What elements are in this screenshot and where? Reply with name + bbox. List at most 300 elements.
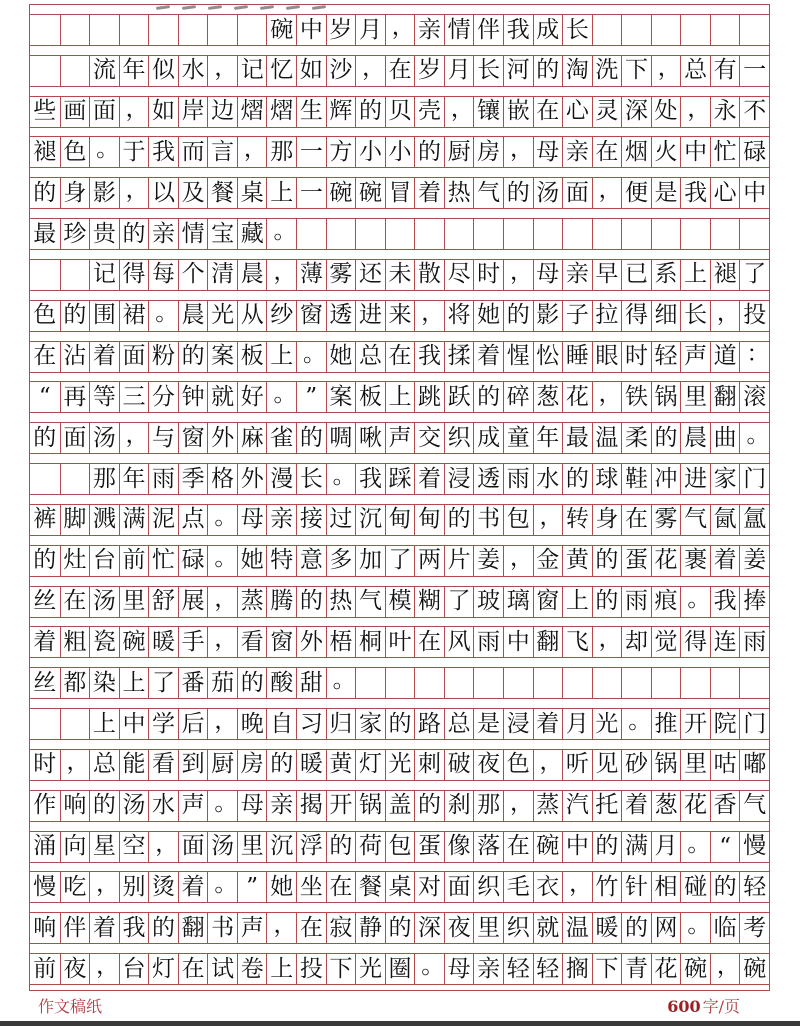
grid-cell: 粉 — [148, 342, 178, 372]
grid-cell: 中 — [739, 178, 769, 208]
grid-cell: 球 — [592, 464, 622, 494]
text-row — [30, 912, 769, 944]
grid-cell: 曲 — [710, 423, 740, 453]
grid-cell: 早 — [592, 260, 622, 290]
grid-cell: 的 — [33, 424, 57, 451]
grid-cell: 里 — [680, 750, 710, 780]
grid-cell: 就 — [207, 382, 237, 412]
grid-cell: 上 — [119, 668, 149, 698]
grid-cell: 面 — [119, 342, 149, 372]
grid-cell: 房 — [237, 750, 267, 780]
grid-cell: 寂 — [326, 913, 356, 943]
grid-cell: ， — [385, 15, 415, 45]
grid-cell: 水 — [148, 791, 178, 821]
grid-cell: 书 — [473, 505, 503, 535]
grid-cell: 于 — [119, 137, 149, 167]
grid-cell: 的 — [414, 137, 444, 167]
grid-cell: 投 — [296, 954, 326, 984]
grid-cell: 着 — [621, 791, 651, 821]
grid-cell: ， — [651, 56, 681, 86]
grid-cell — [651, 668, 681, 698]
grid-cell: 方 — [326, 137, 356, 167]
grid-cell: 生 — [296, 97, 326, 127]
grid-cell: 年 — [533, 423, 563, 453]
grid-cell — [414, 219, 444, 249]
grid-cell: 上 — [562, 587, 592, 617]
grid-cell: 身 — [592, 505, 622, 535]
grid-cell: 贵 — [89, 219, 119, 249]
grid-cell — [444, 219, 474, 249]
grid-cell: 声 — [385, 423, 415, 453]
grid-cell: 氤 — [710, 505, 740, 535]
grid-cell: 番 — [178, 668, 208, 698]
grid-cell: 着 — [473, 342, 503, 372]
grid-cell: 葱 — [651, 791, 681, 821]
text-row — [30, 831, 769, 863]
grid-cell: ， — [355, 56, 385, 86]
grid-cell: 褪 — [33, 138, 57, 165]
grid-cell: 的 — [503, 178, 533, 208]
grid-cell: 晚 — [237, 709, 267, 739]
grid-cell: 啾 — [355, 423, 385, 453]
grid-cell: 璃 — [503, 587, 533, 617]
grid-cell: ， — [592, 178, 622, 208]
grid-cell — [385, 219, 415, 249]
grid-cell: 嘟 — [739, 750, 769, 780]
grid-cell: 锅 — [355, 791, 385, 821]
grid-cell: 院 — [710, 709, 740, 739]
grid-cell: 响 — [60, 791, 90, 821]
grid-cell: 钟 — [178, 382, 208, 412]
grid-cell: 溅 — [89, 505, 119, 535]
grid-cell: 了 — [148, 668, 178, 698]
grid-cell — [355, 668, 385, 698]
grid-cell: 情 — [444, 15, 474, 45]
grid-cell: 影 — [533, 301, 563, 331]
grid-cell: 小 — [385, 137, 415, 167]
footer-count-suffix: 字/页 — [702, 997, 740, 1016]
grid-cell: 睡 — [562, 342, 592, 372]
grid-cell: 。 — [326, 464, 356, 494]
grid-cell: 中 — [296, 15, 326, 45]
grid-cell: 碌 — [178, 546, 208, 576]
grid-cell: 拉 — [592, 301, 622, 331]
grid-cell: 面 — [89, 97, 119, 127]
grid-cell: 着 — [414, 178, 444, 208]
grid-cell: 夜 — [473, 750, 503, 780]
grid-cell: 处 — [651, 97, 681, 127]
grid-cell: 碗 — [533, 832, 563, 862]
grid-cell: 习 — [296, 709, 326, 739]
grid-cell: 空 — [119, 832, 149, 862]
grid-cell — [503, 668, 533, 698]
grid-cell: ， — [503, 137, 533, 167]
text-row — [30, 422, 769, 454]
grid-cell: 道 — [710, 342, 740, 372]
grid-cell: 涌 — [33, 833, 57, 860]
grid-cell: 中 — [562, 832, 592, 862]
grid-cell: 深 — [621, 97, 651, 127]
grid-cell: 啁 — [326, 423, 356, 453]
grid-cell: 气 — [473, 178, 503, 208]
grid-cell — [296, 219, 326, 249]
grid-cell: ， — [148, 832, 178, 862]
text-row — [30, 300, 769, 332]
grid-cell: 时 — [33, 751, 57, 778]
grid-cell: 。 — [680, 832, 710, 862]
grid-cell: 蒸 — [237, 587, 267, 617]
grid-cell: 竹 — [592, 872, 622, 902]
text-row — [30, 586, 769, 618]
grid-cell: 长 — [473, 56, 503, 86]
grid-cell: 碗 — [680, 954, 710, 984]
grid-cell: 下 — [592, 954, 622, 984]
grid-cell: ， — [444, 97, 474, 127]
text-row — [30, 667, 769, 699]
grid-cell: 酸 — [266, 668, 296, 698]
grid-cell: 那 — [266, 137, 296, 167]
grid-cell: 青 — [621, 954, 651, 984]
grid-cell: 声 — [237, 913, 267, 943]
grid-cell: 她 — [326, 342, 356, 372]
grid-cell: 过 — [326, 505, 356, 535]
grid-cell: 静 — [355, 913, 385, 943]
grid-cell: 在 — [414, 627, 444, 657]
grid-cell: 织 — [473, 872, 503, 902]
grid-cell: 得 — [621, 301, 651, 331]
grid-cell: 翻 — [533, 627, 563, 657]
grid-cell: 的 — [33, 547, 57, 574]
grid-cell: 就 — [533, 913, 563, 943]
grid-cell — [60, 464, 90, 494]
grid-cell: 浸 — [503, 709, 533, 739]
grid-cell: 月 — [444, 56, 474, 86]
grid-cell: 在 — [296, 913, 326, 943]
grid-cell: 玻 — [473, 587, 503, 617]
grid-cell: 灵 — [592, 97, 622, 127]
grid-cell: 卷 — [237, 954, 267, 984]
grid-cell: 的 — [444, 505, 474, 535]
grid-cell: 碗 — [266, 15, 296, 45]
grid-cell: 贝 — [385, 97, 415, 127]
grid-cell: ， — [237, 137, 267, 167]
grid-cell: 时 — [473, 260, 503, 290]
grid-cell: 热 — [326, 587, 356, 617]
grid-cell: 临 — [710, 913, 740, 943]
grid-cell — [385, 668, 415, 698]
grid-cell: 汤 — [119, 791, 149, 821]
grid-cell: 而 — [178, 137, 208, 167]
grid-cell: 进 — [355, 301, 385, 331]
text-row — [30, 953, 769, 985]
grid-cell: ， — [592, 627, 622, 657]
grid-cell: 的 — [178, 342, 208, 372]
grid-cell: 满 — [621, 832, 651, 862]
grid-cell: 片 — [444, 546, 474, 576]
grid-cell: 荷 — [355, 832, 385, 862]
grid-cell: 前 — [33, 955, 57, 982]
grid-cell: 的 — [266, 750, 296, 780]
grid-cell: 碎 — [503, 382, 533, 412]
bottom-edge-bar — [0, 1021, 800, 1026]
grid-cell: 母 — [533, 137, 563, 167]
grid-cell — [592, 668, 622, 698]
grid-cell: 对 — [414, 872, 444, 902]
grid-cell: 刹 — [444, 791, 474, 821]
grid-cell: 着 — [33, 628, 57, 655]
grid-cell: 翻 — [710, 382, 740, 412]
grid-cell: 。 — [207, 791, 237, 821]
grid-cell: 面 — [444, 872, 474, 902]
grid-cell: 汤 — [89, 587, 119, 617]
grid-cell: 。 — [296, 342, 326, 372]
grid-cell: 碗 — [739, 954, 769, 984]
grid-cell: 忪 — [533, 342, 563, 372]
grid-cell: 归 — [326, 709, 356, 739]
text-row — [30, 341, 769, 373]
grid-cell: 氲 — [739, 505, 769, 535]
grid-cell: 裙 — [119, 301, 149, 331]
grid-cell: 黄 — [562, 546, 592, 576]
grid-cell: 记 — [237, 56, 267, 86]
grid-cell: 自 — [266, 709, 296, 739]
grid-cell: 裹 — [680, 546, 710, 576]
grid-cell: 气 — [355, 587, 385, 617]
grid-cell: 是 — [473, 709, 503, 739]
grid-cell: 忆 — [266, 56, 296, 86]
grid-cell — [60, 709, 90, 739]
grid-cell: 边 — [207, 97, 237, 127]
grid-cell: 碗 — [119, 627, 149, 657]
grid-cell: 记 — [89, 260, 119, 290]
text-row — [30, 96, 769, 128]
grid-cell: 。 — [680, 913, 710, 943]
grid-cell: 。 — [739, 423, 769, 453]
grid-cell — [60, 15, 90, 45]
grid-cell: 着 — [710, 546, 740, 576]
grid-cell: 着 — [178, 872, 208, 902]
grid-cell — [562, 668, 592, 698]
grid-cell: 声 — [680, 342, 710, 372]
grid-cell: 外 — [207, 423, 237, 453]
grid-cell: 包 — [503, 505, 533, 535]
grid-cell: 灯 — [148, 954, 178, 984]
grid-cell: ， — [592, 382, 622, 412]
grid-cell: 的 — [385, 709, 415, 739]
grid-cell: 的 — [562, 464, 592, 494]
grid-cell: 上 — [266, 178, 296, 208]
grid-cell: 沾 — [60, 342, 90, 372]
grid-cell: 将 — [444, 301, 474, 331]
grid-cell: 考 — [739, 913, 769, 943]
grid-cell: 雨 — [473, 627, 503, 657]
grid-cell: 落 — [473, 832, 503, 862]
grid-cell: 流 — [89, 56, 119, 86]
grid-cell: 厨 — [444, 137, 474, 167]
grid-cell: 中 — [119, 709, 149, 739]
grid-cell: 薄 — [296, 260, 326, 290]
grid-cell: ， — [266, 913, 296, 943]
grid-cell: 汤 — [533, 178, 563, 208]
grid-cell: 长 — [680, 301, 710, 331]
grid-cell: 夜 — [60, 954, 90, 984]
grid-cell: 母 — [533, 260, 563, 290]
footer-page-capacity — [667, 994, 740, 1017]
grid-cell: 在 — [503, 832, 533, 862]
grid-cell: 铁 — [621, 382, 651, 412]
grid-cell: 的 — [33, 179, 57, 206]
grid-cell: 点 — [178, 505, 208, 535]
grid-cell: 窗 — [533, 587, 563, 617]
grid-cell: ， — [207, 627, 237, 657]
grid-cell: 外 — [296, 627, 326, 657]
grid-cell: 手 — [178, 627, 208, 657]
grid-cell — [533, 668, 563, 698]
grid-cell: 最 — [33, 220, 57, 247]
grid-cell: 嵌 — [503, 97, 533, 127]
grid-cell: 丝 — [33, 669, 57, 696]
grid-cell: 色 — [60, 137, 90, 167]
grid-cell: 水 — [533, 464, 563, 494]
grid-cell: 开 — [326, 791, 356, 821]
grid-cell — [710, 219, 740, 249]
grid-cell: 未 — [385, 260, 415, 290]
grid-cell: 散 — [414, 260, 444, 290]
grid-cell: 的 — [237, 668, 267, 698]
grid-cell: 灶 — [60, 546, 90, 576]
grid-cell: 相 — [651, 872, 681, 902]
grid-cell: 季 — [178, 464, 208, 494]
grid-cell: 捧 — [739, 587, 769, 617]
grid-cell: 里 — [680, 382, 710, 412]
grid-cell: 蒸 — [533, 791, 563, 821]
grid-cell: 言 — [207, 137, 237, 167]
grid-cell: 瓷 — [89, 627, 119, 657]
grid-cell — [30, 56, 60, 86]
grid-cell: 星 — [89, 832, 119, 862]
grid-cell: 藏 — [237, 219, 267, 249]
grid-cell: 甸 — [385, 505, 415, 535]
text-row — [30, 626, 769, 658]
grid-cell: 光 — [207, 301, 237, 331]
grid-cell: 甸 — [414, 505, 444, 535]
grid-cell — [60, 260, 90, 290]
grid-cell: 窗 — [178, 423, 208, 453]
grid-cell: 色 — [503, 750, 533, 780]
grid-cell: 热 — [444, 178, 474, 208]
text-row — [30, 136, 769, 168]
grid-cell: 蛋 — [414, 832, 444, 862]
grid-cell: 雀 — [266, 423, 296, 453]
grid-cell: 雨 — [148, 464, 178, 494]
grid-cell: 她 — [266, 872, 296, 902]
grid-cell: 网 — [651, 913, 681, 943]
grid-cell: 汽 — [562, 791, 592, 821]
grid-cell: 丝 — [33, 588, 57, 615]
grid-cell: ” — [237, 872, 267, 902]
grid-cell: ， — [60, 750, 90, 780]
grid-cell: 上 — [266, 342, 296, 372]
grid-cell — [148, 15, 178, 45]
grid-cell: 总 — [355, 342, 385, 372]
grid-cell: 脚 — [60, 505, 90, 535]
grid-cell: 小 — [355, 137, 385, 167]
grid-cell: 飞 — [562, 627, 592, 657]
grid-cell: 得 — [680, 627, 710, 657]
grid-cell: 面 — [562, 178, 592, 208]
grid-cell: 似 — [148, 56, 178, 86]
grid-cell: 接 — [296, 505, 326, 535]
grid-cell: 学 — [148, 709, 178, 739]
grid-cell: 细 — [651, 301, 681, 331]
grid-cell: 风 — [444, 627, 474, 657]
grid-cell: 身 — [60, 178, 90, 208]
grid-cell: 些 — [33, 98, 57, 125]
grid-cell: 格 — [207, 464, 237, 494]
grid-cell: 总 — [444, 709, 474, 739]
grid-cell: 长 — [296, 464, 326, 494]
grid-cell: 餐 — [355, 872, 385, 902]
grid-cell: 破 — [444, 750, 474, 780]
grid-cell: 。 — [207, 546, 237, 576]
grid-cell: 一 — [739, 56, 769, 86]
grid-cell — [207, 15, 237, 45]
grid-cell: 的 — [89, 791, 119, 821]
grid-cell: 黄 — [326, 750, 356, 780]
text-row — [30, 545, 769, 577]
grid-cell — [237, 15, 267, 45]
grid-cell: 。 — [148, 301, 178, 331]
grid-cell: 台 — [89, 546, 119, 576]
grid-cell: 投 — [739, 301, 769, 331]
grid-cell: 从 — [237, 301, 267, 331]
footer-paper-label: 作文稿纸 — [38, 997, 103, 1016]
grid-cell: 里 — [473, 913, 503, 943]
grid-cell: 能 — [119, 750, 149, 780]
grid-cell: 亲 — [266, 505, 296, 535]
grid-cell: 褪 — [710, 260, 740, 290]
grid-cell — [444, 668, 474, 698]
grid-cell: 碌 — [739, 137, 769, 167]
grid-cell: 砂 — [621, 750, 651, 780]
grid-cell: 围 — [89, 301, 119, 331]
grid-cell: 灯 — [355, 750, 385, 780]
grid-cell: 着 — [533, 709, 563, 739]
grid-cell: 上 — [385, 382, 415, 412]
grid-cell: 洗 — [592, 56, 622, 86]
grid-cell: 特 — [266, 546, 296, 576]
grid-cell: 翻 — [178, 913, 208, 943]
grid-cell: 壳 — [414, 97, 444, 127]
grid-cell: 系 — [651, 260, 681, 290]
grid-cell: 温 — [562, 913, 592, 943]
grid-cell: 亲 — [562, 260, 592, 290]
grid-cell: “ — [38, 384, 51, 411]
grid-cell: 月 — [651, 832, 681, 862]
grid-cell: 成 — [473, 423, 503, 453]
grid-cell: 在 — [621, 505, 651, 535]
grid-cell: 家 — [355, 709, 385, 739]
grid-cell: 两 — [414, 546, 444, 576]
grid-cell: 浸 — [444, 464, 474, 494]
grid-cell: 沉 — [266, 832, 296, 862]
grid-cell: 暖 — [148, 627, 178, 657]
grid-cell: 上 — [89, 709, 119, 739]
grid-cell: 浮 — [296, 832, 326, 862]
grid-cell — [680, 668, 710, 698]
grid-cell: “ — [710, 832, 740, 862]
grid-cell: 向 — [60, 832, 90, 862]
